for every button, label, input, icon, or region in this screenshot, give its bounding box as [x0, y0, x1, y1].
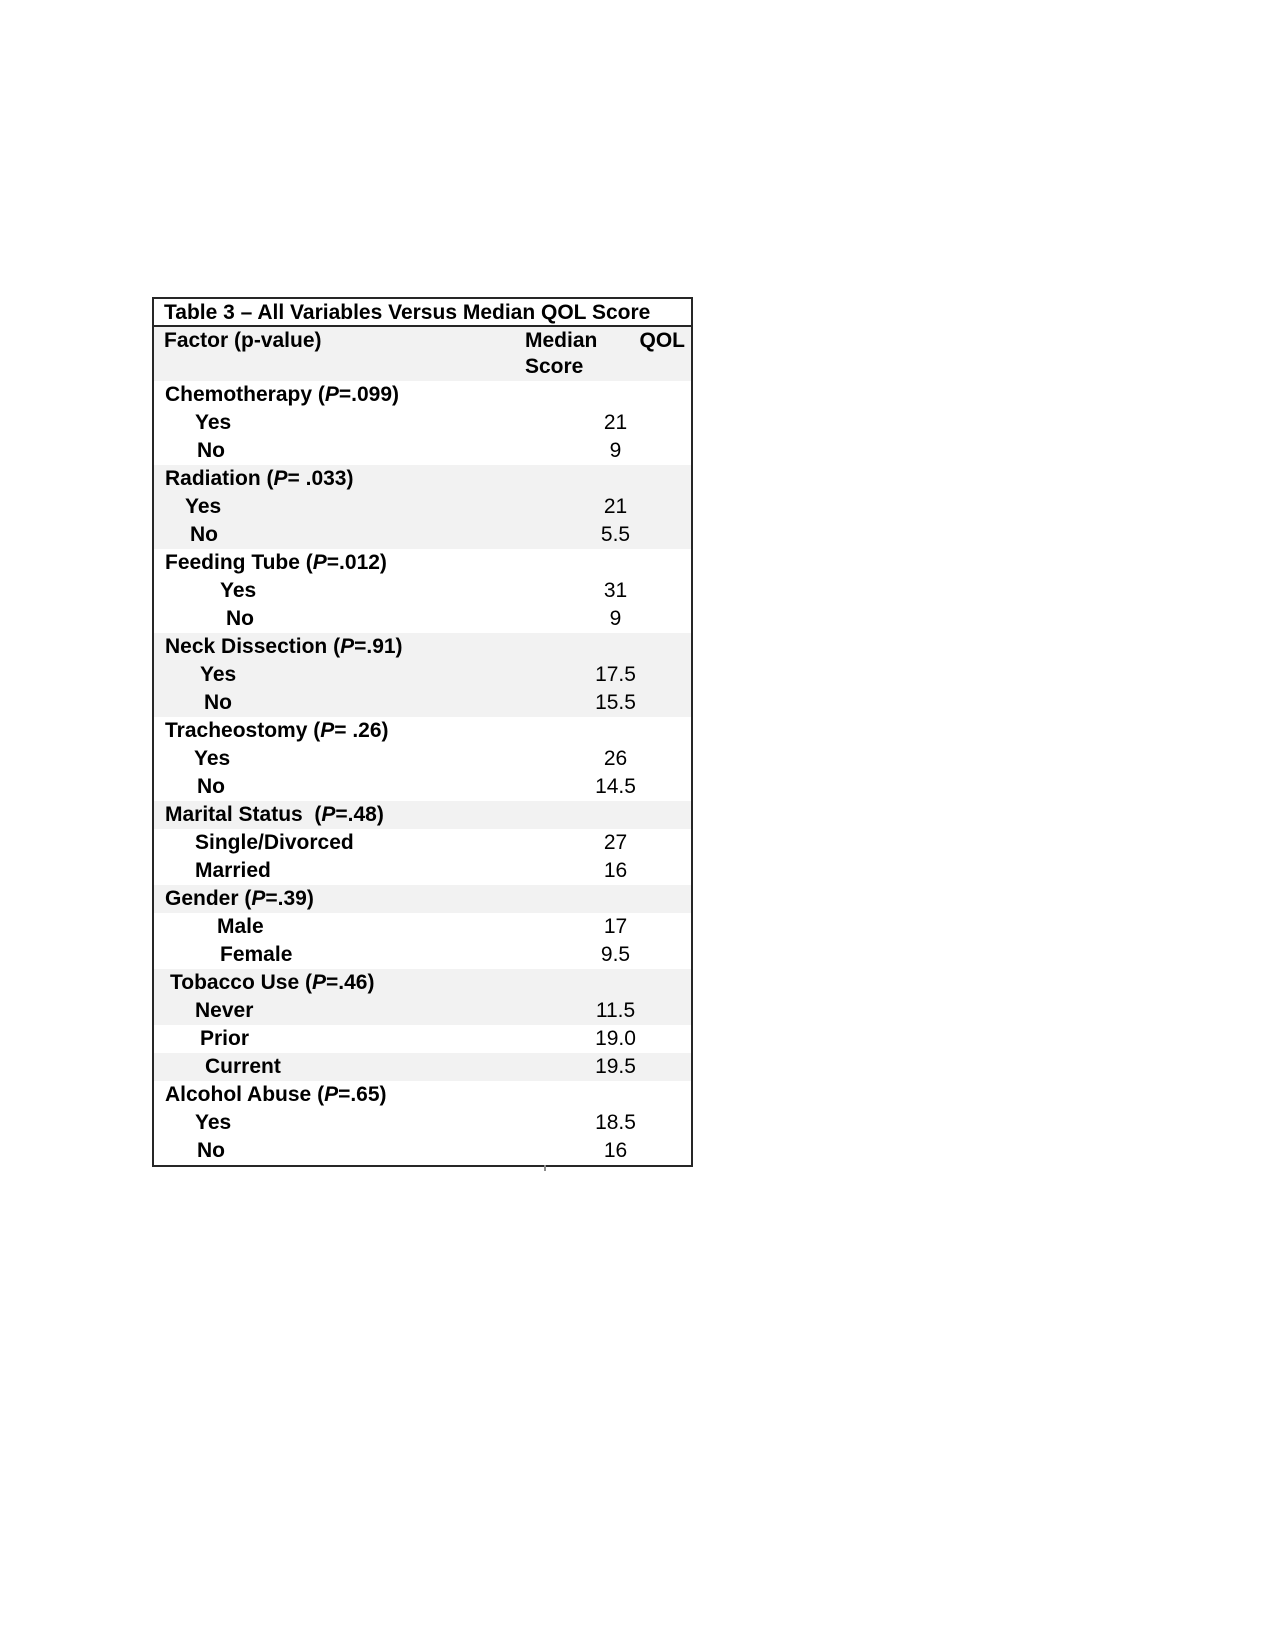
p-value-italic: P: [324, 1083, 339, 1106]
p-value-italic: P: [321, 803, 336, 826]
category-label: Yes: [195, 1111, 232, 1134]
table-row: [154, 549, 691, 577]
table-header-row: [154, 327, 691, 381]
median-qol-value: 15.5: [595, 691, 636, 714]
median-qol-value: 11.5: [595, 999, 636, 1022]
category-label: No: [226, 607, 254, 630]
median-qol-value: [540, 1081, 691, 1109]
median-qol-value: 9.5: [600, 943, 631, 966]
p-value-italic: P: [324, 383, 339, 406]
median-qol-value: 21: [603, 495, 628, 518]
category-label: Married: [195, 859, 271, 882]
table-row: [154, 885, 691, 913]
category-label: Female: [220, 943, 293, 966]
category-label: No: [190, 523, 218, 546]
category-label: Yes: [200, 663, 237, 686]
table-row: [154, 913, 691, 941]
table-row: [154, 577, 691, 605]
table-row: [154, 745, 691, 773]
factor-label: Chemotherapy (P=.099): [165, 383, 400, 406]
category-label: Yes: [195, 411, 232, 434]
median-qol-value: 16: [603, 859, 628, 882]
median-qol-value: 31: [603, 579, 628, 602]
table-row: [154, 1053, 691, 1081]
median-qol-value: 9: [609, 607, 622, 630]
median-qol-value: 14.5: [595, 775, 636, 798]
median-qol-value: [540, 549, 691, 577]
median-qol-value: 18.5: [595, 1111, 636, 1134]
category-label: No: [204, 691, 232, 714]
median-qol-value: [540, 969, 691, 997]
category-label: Single/Divorced: [195, 831, 354, 854]
factor-label: Tracheostomy (P= .26): [165, 719, 389, 742]
table-row: [154, 605, 691, 633]
qol-score-table: [152, 297, 693, 1167]
median-qol-value: 16: [603, 1139, 628, 1162]
p-value-italic: P: [320, 719, 335, 742]
factor-label: Radiation (P= .033): [165, 467, 354, 490]
median-qol-value: [540, 801, 691, 829]
table-row: [154, 1025, 691, 1053]
table-row: [154, 633, 691, 661]
factor-label: Tobacco Use (P=.46): [170, 971, 375, 994]
factor-label: Neck Dissection (P=.91): [165, 635, 403, 658]
column-divider-tick: [544, 1165, 546, 1171]
p-value-italic: P: [312, 551, 327, 574]
category-label: Yes: [185, 495, 222, 518]
category-label: No: [197, 1139, 225, 1162]
table-row: [154, 857, 691, 885]
p-value-italic: P: [251, 887, 266, 910]
category-label: Male: [217, 915, 264, 938]
table-row: [154, 969, 691, 997]
factor-label: Marital Status (P=.48): [165, 803, 384, 826]
table-row: [154, 493, 691, 521]
table-row: [154, 1109, 691, 1137]
factor-label: Feeding Tube (P=.012): [165, 551, 387, 574]
median-qol-value: 26: [603, 747, 628, 770]
factor-label: Gender (P=.39): [165, 887, 314, 910]
table-row: [154, 997, 691, 1025]
category-label: Yes: [220, 579, 257, 602]
category-label: No: [197, 775, 225, 798]
median-qol-value: 19.5: [595, 1055, 636, 1078]
category-label: Never: [195, 999, 254, 1022]
category-label: Prior: [200, 1027, 250, 1050]
table-row: [154, 773, 691, 801]
table-row: [154, 717, 691, 745]
category-label: No: [197, 439, 225, 462]
median-qol-value: [540, 717, 691, 745]
median-qol-value: [540, 465, 691, 493]
factor-label: Alcohol Abuse (P=.65): [165, 1083, 387, 1106]
table-row: [154, 801, 691, 829]
median-qol-value: 21: [603, 411, 628, 434]
table-row: [154, 661, 691, 689]
median-qol-value: 17.5: [595, 663, 636, 686]
table-row: [154, 689, 691, 717]
p-value-italic: P: [311, 971, 326, 994]
factor-column-header: Factor (p-value): [164, 329, 322, 352]
median-qol-value: [540, 633, 691, 661]
median-qol-value: 5.5: [600, 523, 631, 546]
table-row: [154, 381, 691, 409]
median-qol-value: [540, 885, 691, 913]
median-qol-score-column-header: Median QOL Score: [525, 329, 685, 378]
median-qol-value: 9: [609, 439, 622, 462]
table-row: [154, 409, 691, 437]
median-qol-value: 17: [603, 915, 628, 938]
p-value-italic: P: [340, 635, 355, 658]
table-row: [154, 829, 691, 857]
p-value-italic: P: [273, 467, 288, 490]
table-row: [154, 1081, 691, 1109]
table-title: Table 3 – All Variables Versus Median QOL Score: [154, 299, 691, 327]
table-row: [154, 465, 691, 493]
category-label: Yes: [194, 747, 231, 770]
median-qol-value: 19.0: [595, 1027, 636, 1050]
median-qol-value: [540, 381, 691, 409]
median-qol-value: 27: [603, 831, 628, 854]
category-label: Current: [205, 1055, 281, 1078]
table-row: [154, 941, 691, 969]
table-row: [154, 437, 691, 465]
table-row: [154, 1137, 691, 1165]
table-row: [154, 521, 691, 549]
table-rows: [154, 381, 691, 1165]
